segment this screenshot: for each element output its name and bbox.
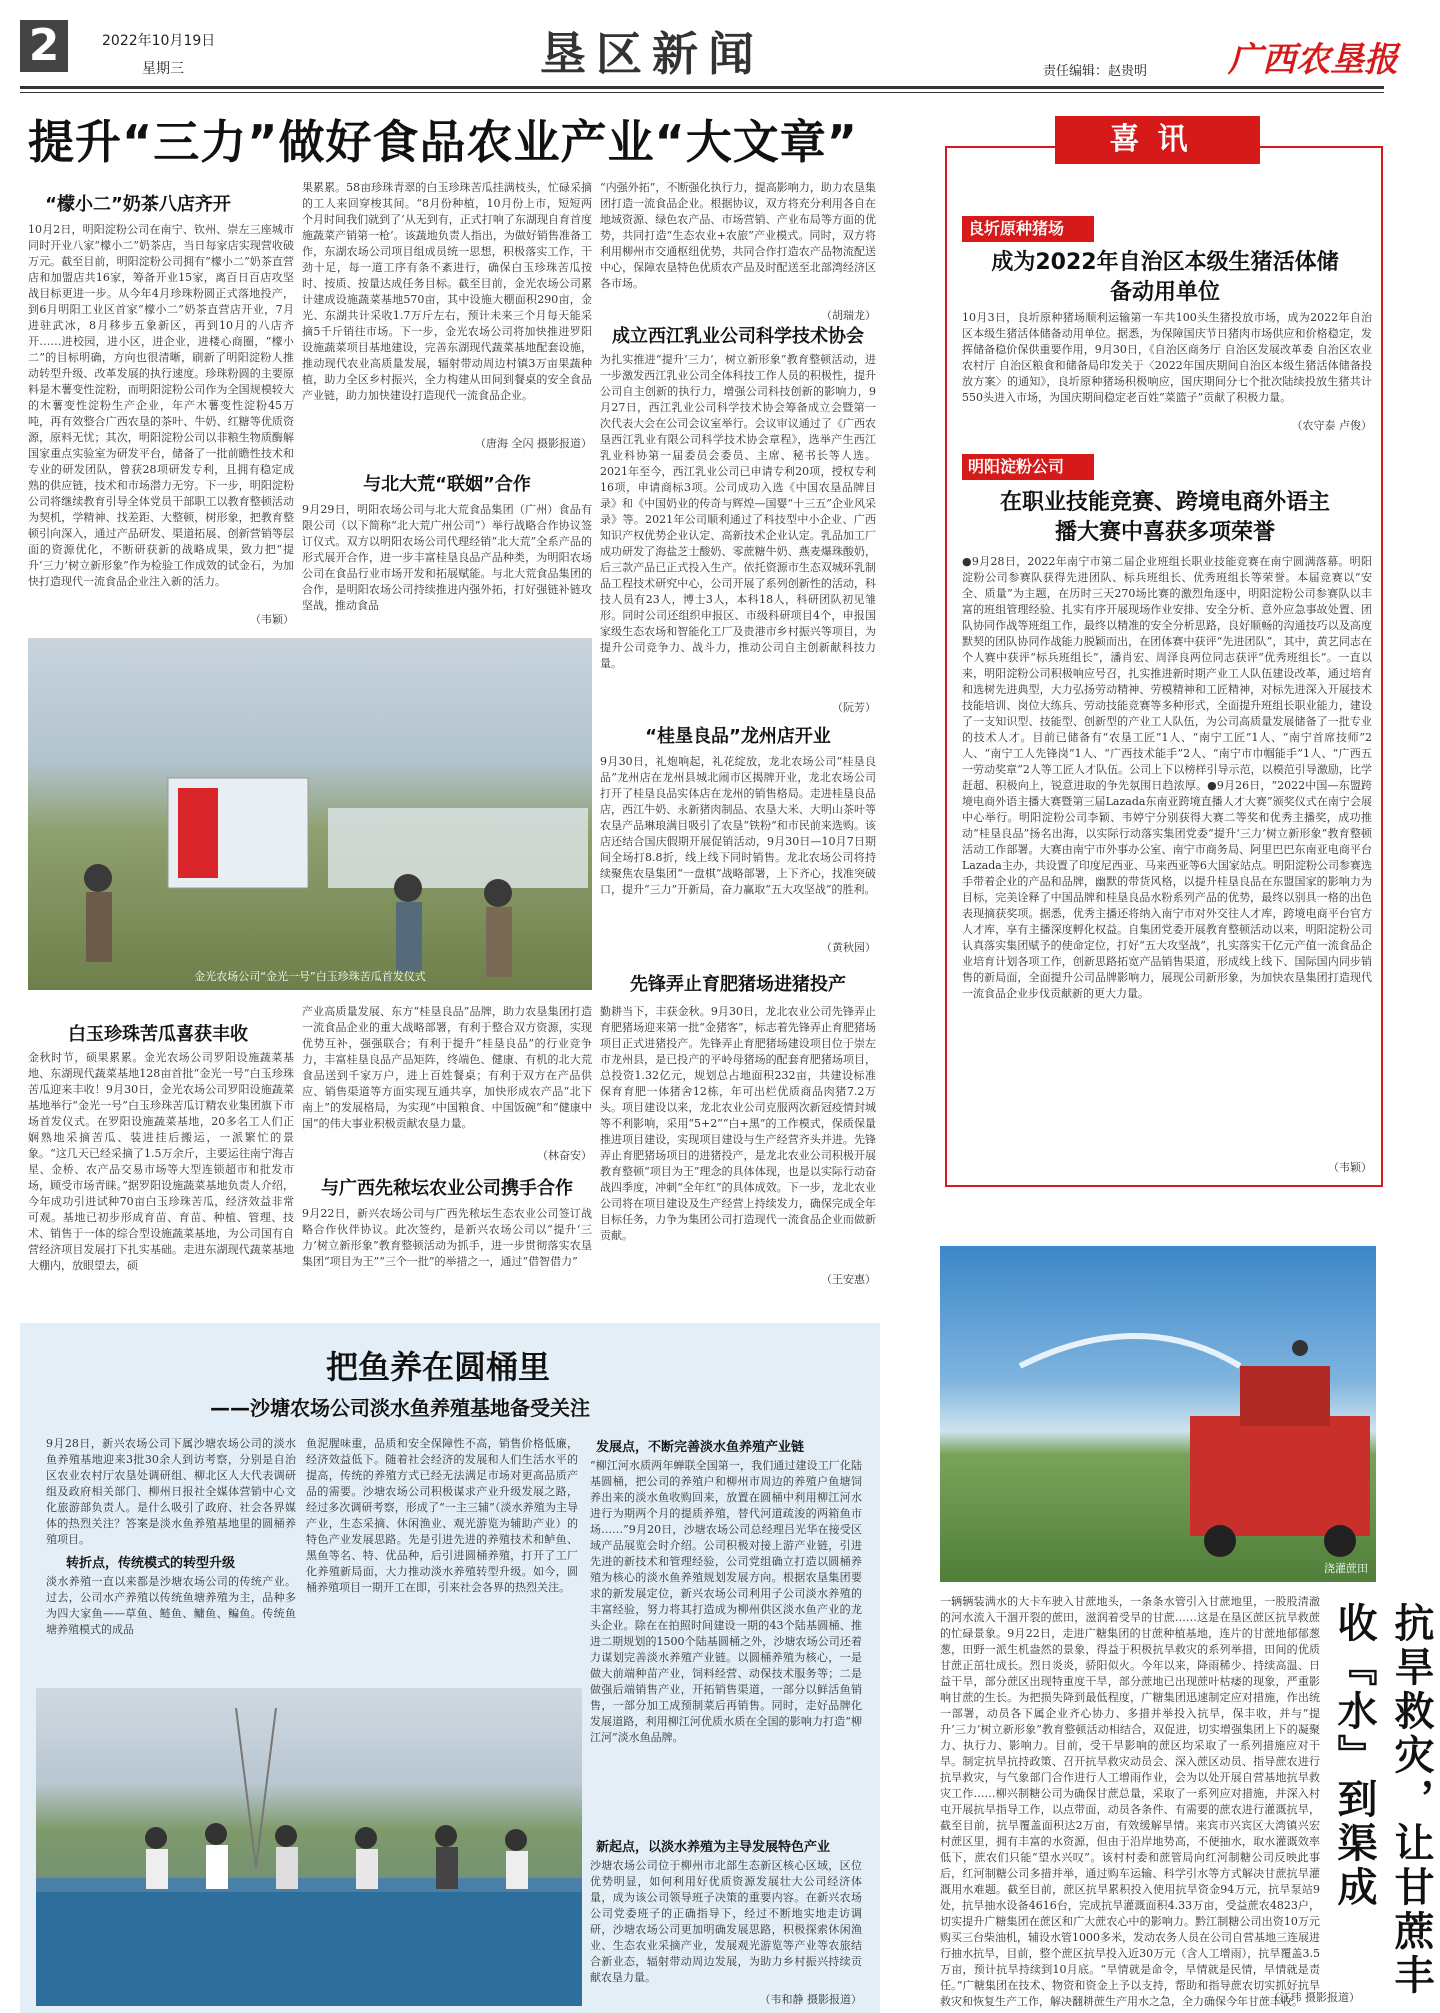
byline: （农守泰 卢俊） bbox=[1291, 419, 1372, 432]
photo-caption: 金光农场公司“金光一号”白玉珍珠苦瓜首发仪式 bbox=[194, 970, 426, 983]
article-body-naicha: 10月2日，明阳淀粉公司在南宁、钦州、崇左三座城市同时开业八家“檬小二”奶茶店，当日每家店实现营收破万元。截至目前，明阳淀粉公司拥有“檬小二”奶茶直营店和加盟店共16家，筹备开业15家，离百日百店攻坚战目标更进一步。从今年4月珍珠粉圆正式落地投产，到6月明阳工业区首家“檬小二”奶茶直营店开业，7月进驻武冰，8月移步五象新区，再到10月的八店齐开……进校园，进小区，进企业，进楼心商圈，“檬小二”的目标明确，方向也很清晰，刷新了明阳淀粉人推动转型升级、改革发展的执行速度。珍珠粉圆的主要原料是木薯变性淀粉，而明阳淀粉公司作为全国规模较大的木薯变性淀粉生产企业，年产木薯变性淀粉45万吨，再有效整合广西农垦的茶叶、牛奶、红糖等优质资源，原料无忧；其次，明阳淀粉公司以非粮生物质酶解国家重点实验室为研发平台，储备了一批前瞻性技术和专业的研发团队，曾获28项研发专利，且拥有稳定成熟的供应链，技术和市场潜力无穷。下一步，明阳淀粉公司将继续教育引导全体党员干部职工以教育整顿活动为契机，学精神、找差距、大整顿，树形象，把教育整顿引向深入，通过产品研发、渠道拓展、创新营销等层面的资源优化，不断研获新的战略成果，致力把“提升‘三力’树立新形象”作为检验工作成效的试金石，为加快打造现代一流食品企业注入新的活力。 bbox=[28, 223, 294, 588]
page-number: 2 bbox=[20, 20, 68, 72]
drought-vertical-title: 抗旱救灾，让甘蔗丰收『水』到渠成 bbox=[1331, 1602, 1434, 1998]
byline: （胡瑞龙） bbox=[821, 309, 876, 322]
article-title-naicha: “檬小二”奶茶八店齐开 bbox=[45, 194, 231, 215]
issue-date: 2022年10月19日 bbox=[102, 33, 216, 49]
article-body-beidahuang: 9月29日，明阳农场公司与北大荒食品集团（广州）食品有限公司（以下简称“北大荒广州公司”）举行战略合作协议签订仪式。双方以明阳农场公司代理经销“北大荒”全系产品的形式展开合作，进一步丰富桂垦良品产品种类，为明阳农场公司在食品行业市场开发和拓展赋能。与北大荒食品集团的合作，是明阳农场公司持续推进内强外拓，打好强链补链攻坚战，推动食品 bbox=[302, 503, 592, 612]
unit-tag-mingyang: 明阳淀粉公司 bbox=[962, 454, 1094, 480]
byline: （唐海 全闪 摄影报道） bbox=[475, 437, 592, 450]
newspaper-logo: 广西农垦报 bbox=[1228, 40, 1398, 80]
fish-section-head-2: 发展点，不断完善淡水鱼养殖产业链 bbox=[596, 1440, 805, 1455]
editor-credit: 责任编辑：赵贵明 bbox=[1043, 64, 1148, 79]
section-title: 垦区新闻 bbox=[540, 27, 764, 81]
fish-para-3: “柳江河水质两年蝉联全国第一，我们通过建设工厂化陆基圆桶，把公司的养殖户和柳州市周边的养殖户鱼塘饲养出来的淡水鱼收购回来，放置在圆桶中利用柳江河水进行为期两个月的提质养殖，替代河道疏浚的两箱鱼市场……”9月20日，沙塘农场公司总经理吕光华在接受区域产品展览会时介绍。公司积极对接上游产业链，引进先进的新技术和管理经验，公司党组确立打造以圆桶养殖为核心的淡水鱼养殖规划发展方向。根据农垦集团要求的新发展定位，新兴农场公司利用子公司淡水养殖的丰富经验，努力将其打造成为柳州供区淡水鱼产业的龙头企业。除在在拍照时间建设一期的43个陆基圆桶、推进二期规划的1500个陆基圆桶之外，沙塘农场公司还着力谋划完善淡水养殖产业链。以圆桶养殖为核心，一是做大前端种苗产业，饲料经营、动保技术服务等；二是做强后端销售产业，开拓销售渠道，一部分以鲜活鱼销售，一部分加工成预制菜后再销售。同时，走好品牌化发展道路，利用柳江河优质水质在全国的影响力打造“柳江河”淡水鱼品牌。 bbox=[590, 1459, 862, 1744]
article-title-pig-farm: 先锋弄止育肥猪场进猪投产 bbox=[630, 974, 846, 995]
masthead-rule-thin bbox=[20, 92, 1384, 93]
byline: （阮芳） bbox=[832, 701, 876, 714]
article-body-xiannongtan: 9月22日，新兴农场公司与广西先秾坛生态农业公司签订战略合作伙伴协议。此次签约，是新兴农场公司以“提升‘三力’树立新形象”教育整顿活动为抓手，进一步贯彻落实农垦集团“项目为王”“三个一批”的举措之一，通过“借智借力” bbox=[302, 1207, 592, 1268]
photo-label: 浇灌蔗田 bbox=[1324, 1562, 1368, 1575]
article-body-pig-farm: 勤耕当下，丰获金秋。9月30日，龙北农业公司先锋弄止育肥猪场迎来第一批“金猪客”，标志着先锋弄止育肥猪场项目正式进猪投产。先锋弄止育肥猪场建设项目位于崇左市龙州县，是已投产的平岭母猪场的配套育肥猪场项目，总投资1.32亿元，规划总占地面积232亩，共建设标准保育育肥一体猪舍12栋，年可出栏优质商品肉猪7.2万头。项目建设以来，龙北农业公司克服两次新冠疫情封城等不利影响，采用“5+2”“白+黑”的工作模式，保质保量推进项目建设，实现项目建设与生产经营齐头并进。先锋弄止育肥猪场项目的进猪投产，是龙北农业公司积极开展教育整顿“项目为王”理念的具体体现，也是以实际行动奋战四季度，冲刺“全年红”的具体成效。下一步，龙北农业公司将在项目建设及生产经营上持续发力，确保完成全年目标任务，力争为集团公司打造现代一流食品企业而做新贡献。 bbox=[600, 1005, 876, 1242]
fish-section-head-1: 转折点，传统模式的转型升级 bbox=[66, 1556, 236, 1571]
article-body-beidahuang-end: 产业高质量发展、东方“桂垦良品”品牌，助力农垦集团打造一流食品企业的重大战略部署，有利于整合双方资源，实现优势互补，强强联合；有利于提升“桂垦良品”的行业竞争力，丰富桂垦良品产品矩阵，终端色、健康、有机的北大荒食品送到千家万户，进上百姓餐桌；有利于双方在产品供应、销售渠道等方面实现互通共享，加快形成农产品“北下南上”的发展格局，为实现“中国粮食、中国饭碗”和“健康中国”的伟大事业积极贡献农垦力量。 bbox=[302, 1005, 592, 1130]
good-news-badge: 喜讯 bbox=[1055, 116, 1260, 164]
news-headline-liangqi: 成为2022年自治区本级生猪活体储备动用单位 bbox=[991, 250, 1339, 305]
article-body-kugua: 金秋时节，硕果累累。金光农场公司罗阳设施蔬菜基地、东湖现代蔬菜基地128亩首批“金光一号”白玉珍珠苦瓜迎来丰收！9月30日，金光农场公司罗阳设施蔬菜基地举行“金光一号”白玉珍珠苦瓜订精农业集团旗下市场首发仪式。在罗阳设施蔬菜基地，20多名工人们正娴熟地采摘苦瓜、装进挂后搬运，一派繁忙的景象。“这几天已经采摘了1.5万余斤，主要运往南宁海吉星、金桥、农产品交易市场等大型连锁超市和批发市场，顾受市场青睐。”据罗阳设施蔬菜基地负责人介绍，今年成功引进试种70亩白玉珍珠苦瓜，经济效益非常可观。基地已初步形成育苗、育苗、种植、管理、技术、销售于一体的综合型设施蔬菜基地，为公司国有自营经济项目发展打下扎实基础。走进东湖现代蔬菜基地大棚内，放眼望去，硕 bbox=[28, 1051, 294, 1272]
news-headline-mingyang: 在职业技能竞赛、跨境电商外语主播大赛中喜获多项荣誉 bbox=[999, 490, 1330, 545]
byline: （林奋安） bbox=[537, 1149, 592, 1162]
byline: （韦颖） bbox=[1328, 1161, 1372, 1174]
byline: （韦和静 摄影报道） bbox=[759, 1993, 862, 2006]
fish-title: 把鱼养在圆桶里 bbox=[326, 1348, 551, 1386]
byline: （王安惠） bbox=[821, 1273, 876, 1286]
fish-para-1: 淡水养殖一直以来都是沙塘农场公司的传统产业。过去，公司水产养殖以传统鱼塘养殖为主，品种多为四大家鱼——草鱼、鲢鱼、鳙鱼、鳊鱼。传统鱼塘养殖模式的成品 bbox=[46, 1575, 296, 1636]
byline: （韦颖） bbox=[250, 613, 294, 626]
drought-body: 一辆辆装满水的大卡车驶入甘蔗地头，一条条水管引入甘蔗地里，一股股清澈的河水流入干涸开裂的蔗田，滋润着受旱的甘蔗……这是在垦区蔗区抗旱救蔗的忙碌景象。9月22日，走进广糖集团的甘蔗种植基地，连片的甘蔗地郁郁葱葱，田野一派生机盎然的景象，得益于积极抗旱救灾的系列举措，田间的优质甘蔗正茁壮成长。烈日炎炎，骄阳似火。今年以来，降雨稀少、持续高温、日益干旱，部分蔗区出现特重度干旱，部分蔗地已出现蔗叶枯痿的现象，严重影响甘蔗的生长。为把损失降到最低程度，广糖集团迅速制定应对措施，作出统一部署，动员各下属企业齐心协力、多措并举投入抗旱，保丰收，并与“提升‘三力’树立新形象”教育整顿活动相结合，双促进，切实增强集团上下的凝聚力、执行力、影响力。目前，受干旱影响的蔗区均采取了一系列措施应对干旱。制定抗旱抗持政策、召开抗旱救灾动员会、深入蔗区动员、指导蔗农进行抗旱救灾，与气象部门合作进行人工增雨作业，会为以处开展自营基地抗旱救灾工作……柳兴制糖公司为确保甘蔗总量，采取了一系列应对措施，并深入村屯开展抗旱指导工作，以点带面，动员各条件、有需要的蔗农进行灌溉抗旱，截至目前，抗旱覆盖面积达2万亩，有效缓解旱情。来宾市兴宾区大湾镇兴宏村蔗区里，拥有丰富的水资源，但由于沿岸地势高，不便抽水，取水灌溉效率低下，蔗农们只能“望水兴叹”。该村村委和蔗管局向红河制糖公司反映此事后，红河制糖公司多措并举，通过购车运输、科学引水等方式解决甘蔗抗旱灌溉用水难题。截至目前，蔗区抗旱累积投入使用抗旱资金94万元，抗旱泵站9处，抗旱抽水设备4616台，完成抗旱灌溉面积4.33万亩，受益蔗农4823户，切实提升广糖集团在蔗区和广大蔗农心中的影响力。黔江制糖公司出资10万元购买三台柴油机，辅设水管1000多米，发动农务人员在公司自营基地三连展进行抽水抗旱，目前，整个蔗区抗旱投入近30万元（含人工增雨），抗旱覆盖3.5万亩，预计抗旱持续到10月底。“旱情就是命令，旱情就是民情，旱情就是责任。”广糖集团在技术、物资和资金上予以支持，帮助和指导蔗农切实抓好抗旱救灾和恢复生产工作，解决翻耕蔗生产用水之急，全力确保今年甘蔗丰收。 bbox=[940, 1595, 1320, 2008]
issue-weekday: 星期三 bbox=[142, 61, 184, 77]
fish-subtitle: ——沙塘农场公司淡水鱼养殖基地备受关注 bbox=[210, 1396, 590, 1420]
news-body-liangqi: 10月3日，良圻原种猪场顺利运输第一车共100头生猪投放市场，成为2022年自治区本级生猪活体储备动用单位。据悉，为保障国庆节日猪肉市场供应和价格稳定，发挥储备稳价保供重要作用，9月30日，《自治区商务厅 自治区发展改革委 自治区农业农村厅 自治区粮食和储备局印发关于〈2022年国庆期间自治区本级生猪活体储备投放方案〉的通知》，良圻原种猪场积极响应，国庆期间分七个批次陆续投放生猪共计550头进入市场，为国庆期间稳定老百姓“菜篮子”贡献了积极力量。 bbox=[962, 311, 1372, 404]
masthead-rule bbox=[20, 86, 1384, 89]
photo-drought-irrigation bbox=[940, 1246, 1376, 1582]
article-body-beidahuang-cont: “内强外拓”，不断强化执行力，提高影响力，助力农垦集团打造一流食品企业。根据协议，双方将充分利用各自在地域资源、绿色农产品、市场营销、产业布局等方面的优势，共同打造“生态农业+农旅”产业模式。同时，双方将利用柳州市交通枢纽优势，共同合作打造农产品物流配送中心，保障农垦特色优质农产品及时配送至北部湾经济区各市场。 bbox=[600, 181, 876, 290]
article-body-kugua-cont: 果累累。58亩珍珠青翠的白玉珍珠苦瓜挂满枝头，忙碌采摘的工人来回穿梭其间。“8月份种植，10月份上市，短短两个月时间我们就到了‘从无到有，正式打响了东湖现自育首度施蔬菜产销第一枪’。该蔬地负责人指出，为做好销售准备工作，东湖农场公司项目组成员统一思想，积极落实工作，干劲十足，每一道工序有条不紊进行，确保白玉珍珠苦瓜按时、按质、按量达成任务目标。截至目前，金光农场公司累计建成设施蔬菜基地570亩，其中设施大棚面积290亩，金光、东湖共计采收1.7万斤左右，预计未来三个月每天能采摘5千斤销往市场。下一步，金光农场公司将加快推进罗阳设施蔬菜项目基地建设，完善东湖现代蔬菜基地配套设施，推动现代农业高质量发展，辐射带动周边村镇3万亩果蔬种植，助力全区乡村振兴，全力构建从田间到餐桌的安全食品产业链，助力加快建设打造现代一流食品企业。 bbox=[302, 181, 592, 402]
article-body-longzhou: 9月30日，礼炮响起，礼花绽放，龙北农场公司“桂垦良品”龙州店在龙州县城北闹市区揭牌开业，龙北农场公司打开了桂垦良品实体店在龙州的销售格局。走进桂垦良品店，西江牛奶、永新猪肉制品、农垦大米、大明山茶叶等农垦产品琳琅满目吸引了农垦“铁粉”和市民前来选购。该店还结合国庆假期开展促销活动，9月30日—10月7日期间全场打8.8折，线上线下同时销售。龙北农场公司将持续聚焦农垦集团“一盘棋”战略部署，上下齐心，找准突破口，提升“三力”开新局，奋力赢取“五大攻坚战”的胜利。 bbox=[600, 755, 876, 896]
photo-fish-tanks bbox=[36, 1688, 582, 2006]
article-title-longzhou: “桂垦良品”龙州店开业 bbox=[645, 726, 831, 747]
photo-kugua-ceremony bbox=[28, 638, 592, 990]
fish-intro: 9月28日，新兴农场公司下属沙塘农场公司的淡水鱼养殖基地迎来3批30余人到访考察，分别是自治区农业农村厅农垦处调研组、柳北区人大代表调研组及政府相关部门、柳州日报社全媒体营销中心文化旅游部负责人。是什么吸引了政府、社会各界媒体的热烈关注？答案是淡水鱼养殖基地里的圆桶养殖项目。 bbox=[46, 1437, 296, 1546]
main-headline: 提升“三力”做好食品农业产业“大文章” bbox=[28, 115, 858, 169]
fish-para-2: 鱼泥腥味重，品质和安全保障性不高，销售价格低廉，经济效益低下。随着社会经济的发展和人们生活水平的提高，传统的养殖方式已经无法满足市场对更高品质产品的需要。沙塘农场公司积极谋求产业升级发展之路，经过多次调研考察，形成了“一主三辅”（淡水养殖为主导产业，生态采摘、休闲渔业、观光游览为辅助产业）的特色产业发展思路。先是引进先进的养殖技术和鲈鱼、黑鱼等名、特、优品种，后引进圆桶养殖，打开了工厂化养殖新局面，大力推动淡水养殖转型升级。如今，圆桶养殖项目一期开工在即，引来社会各界的热烈关注。 bbox=[306, 1437, 578, 1594]
fish-section-head-3: 新起点，以淡水养殖为主导发展特色产业 bbox=[596, 1840, 831, 1855]
unit-tag-liangqi: 良圻原种猪场 bbox=[962, 216, 1094, 242]
article-title-xiannongtan: 与广西先秾坛农业公司携手合作 bbox=[321, 1178, 573, 1199]
article-title-kugua: 白玉珍珠苦瓜喜获丰收 bbox=[68, 1024, 248, 1045]
article-title-xijiang: 成立西江乳业公司科学技术协会 bbox=[612, 326, 864, 347]
article-body-xijiang: 为扎实推进“提升‘三力’，树立新形象”教育整顿活动，进一步激发西江乳业公司全体科技工作人员的积极性，提升公司自主创新的执行力，增强公司科技创新的影响力，9月27日，西江乳业公司科学技术协会筹备成立会暨第一次代表大会在公司会议室举行。会议审议通过了《广西农垦西江乳业有限公司科学技术协会章程》，选举产生西江乳业科协第一届委员会委员、主席、秘书长等人选。2021年至今，西江乳业公司已申请专利20项，授权专利16项，申请商标3项。公司成功入选《中国农垦品牌目录》和《中国奶业的传奇与辉煌—国婴“十三五”企业风采录》等。2021年公司顺利通过了科技型中小企业、广西知识产权优势企业认定、高新技术企业认定。乳品加工厂成功研发了海盐芝士酸奶、零蔗糖牛奶、燕麦爆珠酸奶，后三款产品已正式投入生产。依托资源市生态双城环乳制品工程技术研究中心，公司开展了系列创新性的活动，科技人员有23人，博士3人，本科18人，科研团队初见雏形。同时公司还组织申报区、市级科研项目4个，申报国家级生态农场和智能化工厂及贵港市乡村振兴等项目，为提升公司竞争力、战斗力，推动公司自主创新献科技力量。 bbox=[600, 353, 876, 670]
news-body-mingyang: ●9月28日，2022年南宁市第二届企业班组长职业技能竞赛在南宁圆满落幕。明阳淀粉公司参赛队获得先进团队、标兵班组长、优秀班组长等荣誉。本届竞赛以“安全、质量”为主题，在历时三天270场比赛的激烈角逐中，明阳淀粉公司参赛队以丰富的班组管理经验、扎实有序开展现场作业安排、安全分析、意外应急事故处置、团队协同作战等班组工作，最终以精准的安全分析思路，良好顺畅的沟通技巧以及高度默契的团队协同作战能力脱颖而出，在团体赛中获评“先进团队”，其中，黄艺同志在个人赛中获评“标兵班组长”，潘肖宏、周泽良两位同志获评“优秀班组长”。一直以来，明阳淀粉公司积极响应号召，扎实推进新时期产业工人队伍建设改革，通过培育和选树先进典型，大力弘扬劳动精神、劳模精神和工匠精神，对标先进深入开展技术技能培训、岗位大练兵、劳动技能竞赛等多种形式，全面提升班组长职业能力，建设了一支知识型、技能型、创新型的产业工人队伍，为公司高质量发展储备了一批专业的技术人才。目前已储备有“农垦工匠”1人、“南宁工匠”1人、“南宁首席技师”2人、“南宁工人先锋岗”1人、“广西技术能手”2人、“南宁市巾帼能手”1人、“广西五一劳动奖章”2人等工匠人才队伍。公司上下以榜样引导示范，以模范引导激励，比学赶超、积极向上，锐意进取的争先氛围日趋浓厚。●9月26日，“2022中国—东盟跨境电商外语主播大赛暨第三届Lazada东南亚跨境直播人才大赛”颁奖仪式在南宁会展中心举行。明阳淀粉公司李颖、韦婷宁分别获得大赛二等奖和优秀主播奖，成功推动“桂垦良品”扬名出海，以实际行动落实集团党委“提升‘三力’树立新形象”教育整顿活动工作部署。大赛由南宁市外事办公室、南宁市商务局、阿里巴巴东南亚电商平台Lazada主办，共设置了印度尼西亚、马来西亚等6大国家站点。明阳淀粉公司参赛选手带着企业的产品和品牌，幽默的带货风格，以提升桂垦良品在东盟国家的影响力为目标，完美诠释了中国品牌和桂垦良品水粉系列产品的优势，最终以别具一格的出色表现摘获奖项。据悉，优秀主播还将纳入南宁市对外交往人才库，跨境电商平台官方人才库，享有主播深度孵化权益。自集团党委开展教育整顿活动以来，明阳淀粉公司认真落实集团赋予的使命定位，打好“五大攻坚战”，扎实落实干亿元产值一流食品企业培育计划各项工作，创新思路拓宽产品销售渠道，形成线上线下、国际国内同步销售的新局面，全面提升公司品牌影响力，展现公司新形象，为加快农垦集团打造现代一流食品企业步伐贡献新的更大力量。 bbox=[962, 555, 1372, 1000]
byline: （黄秋园） bbox=[821, 941, 876, 954]
byline: （江玮 摄影报道） bbox=[1268, 1991, 1360, 2004]
article-title-beidahuang: 与北大荒“联姻”合作 bbox=[363, 474, 531, 495]
fish-para-4: 沙塘农场公司位于柳州市北部生态新区核心区域，区位优势明显，如何利用好优质资源发展壮大公司经济体量，成为该公司领导班子决策的重要内容。在新兴农场公司党委班子的正确指导下，经过不断地实地走访调研，沙塘农场公司更加明确发展思路，积极探索休闲渔业、生态农业采摘产业，发展观光游览等产业等农旅结合新业态，辐射带动周边发展，为助力乡村振兴持续贡献农垦力量。 bbox=[590, 1859, 862, 1984]
